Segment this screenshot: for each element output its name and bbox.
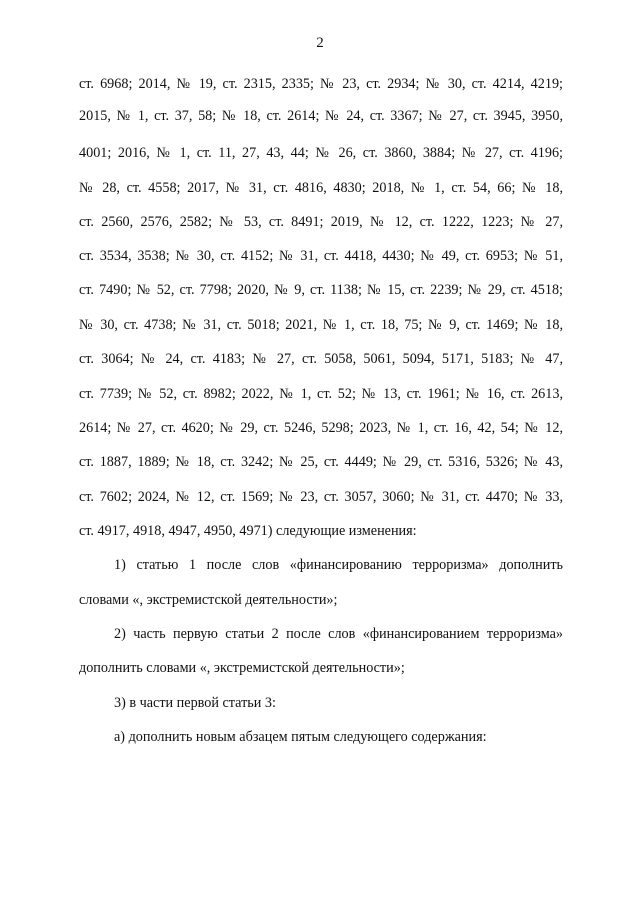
text-line: 2015, № 1, ст. 37, 58; № 18, ст. 2614; № 24, ст. 3367; № 27, ст. 3945, 3950,	[79, 108, 563, 124]
text-line: ст. 4917, 4918, 4947, 4950, 4971) следующие изменения:	[79, 523, 417, 539]
text-line: ст. 7490; № 52, ст. 7798; 2020, № 9, ст. 1138; № 15, ст. 2239; № 29, ст. 4518;	[79, 282, 563, 298]
text-line: № 30, ст. 4738; № 31, ст. 5018; 2021, № 1, ст. 18, 75; № 9, ст. 1469; № 18,	[79, 317, 563, 333]
paragraph-item-3: 3) в части первой статьи 3:	[114, 695, 276, 711]
text-line: ст. 1887, 1889; № 18, ст. 3242; № 25, ст. 4449; № 29, ст. 5316, 5326; № 43,	[79, 454, 563, 470]
paragraph-item-2: 2) часть первую статьи 2 после слов «финансированием терроризма»	[114, 626, 563, 642]
text-line: 2614; № 27, ст. 4620; № 29, ст. 5246, 5298; 2023, № 1, ст. 16, 42, 54; № 12,	[79, 420, 563, 436]
text-line: словами «, экстремистской деятельности»;	[79, 592, 338, 608]
text-line: ст. 2560, 2576, 2582; № 53, ст. 8491; 2019, № 12, ст. 1222, 1223; № 27,	[79, 214, 563, 230]
paragraph-item-1: 1) статью 1 после слов «финансированию терроризма» дополнить	[114, 557, 563, 573]
page-number: 2	[316, 35, 324, 51]
text-line: дополнить словами «, экстремистской деятельности»;	[79, 660, 405, 676]
text-line: ст. 6968; 2014, № 19, ст. 2315, 2335; № 23, ст. 2934; № 30, ст. 4214, 4219;	[79, 76, 563, 92]
text-line: ст. 7602; 2024, № 12, ст. 1569; № 23, ст. 3057, 3060; № 31, ст. 4470; № 33,	[79, 489, 563, 505]
text-line: ст. 3534, 3538; № 30, ст. 4152; № 31, ст. 4418, 4430; № 49, ст. 6953; № 51,	[79, 248, 563, 264]
text-line: ст. 3064; № 24, ст. 4183; № 27, ст. 5058, 5061, 5094, 5171, 5183; № 47,	[79, 351, 563, 367]
paragraph-subitem-a: а) дополнить новым абзацем пятым следующего содержания:	[114, 729, 487, 745]
text-line: № 28, ст. 4558; 2017, № 31, ст. 4816, 4830; 2018, № 1, ст. 54, 66; № 18,	[79, 180, 563, 196]
text-line: 4001; 2016, № 1, ст. 11, 27, 43, 44; № 26, ст. 3860, 3884; № 27, ст. 4196;	[79, 145, 563, 161]
text-line: ст. 7739; № 52, ст. 8982; 2022, № 1, ст. 52; № 13, ст. 1961; № 16, ст. 2613,	[79, 386, 563, 402]
